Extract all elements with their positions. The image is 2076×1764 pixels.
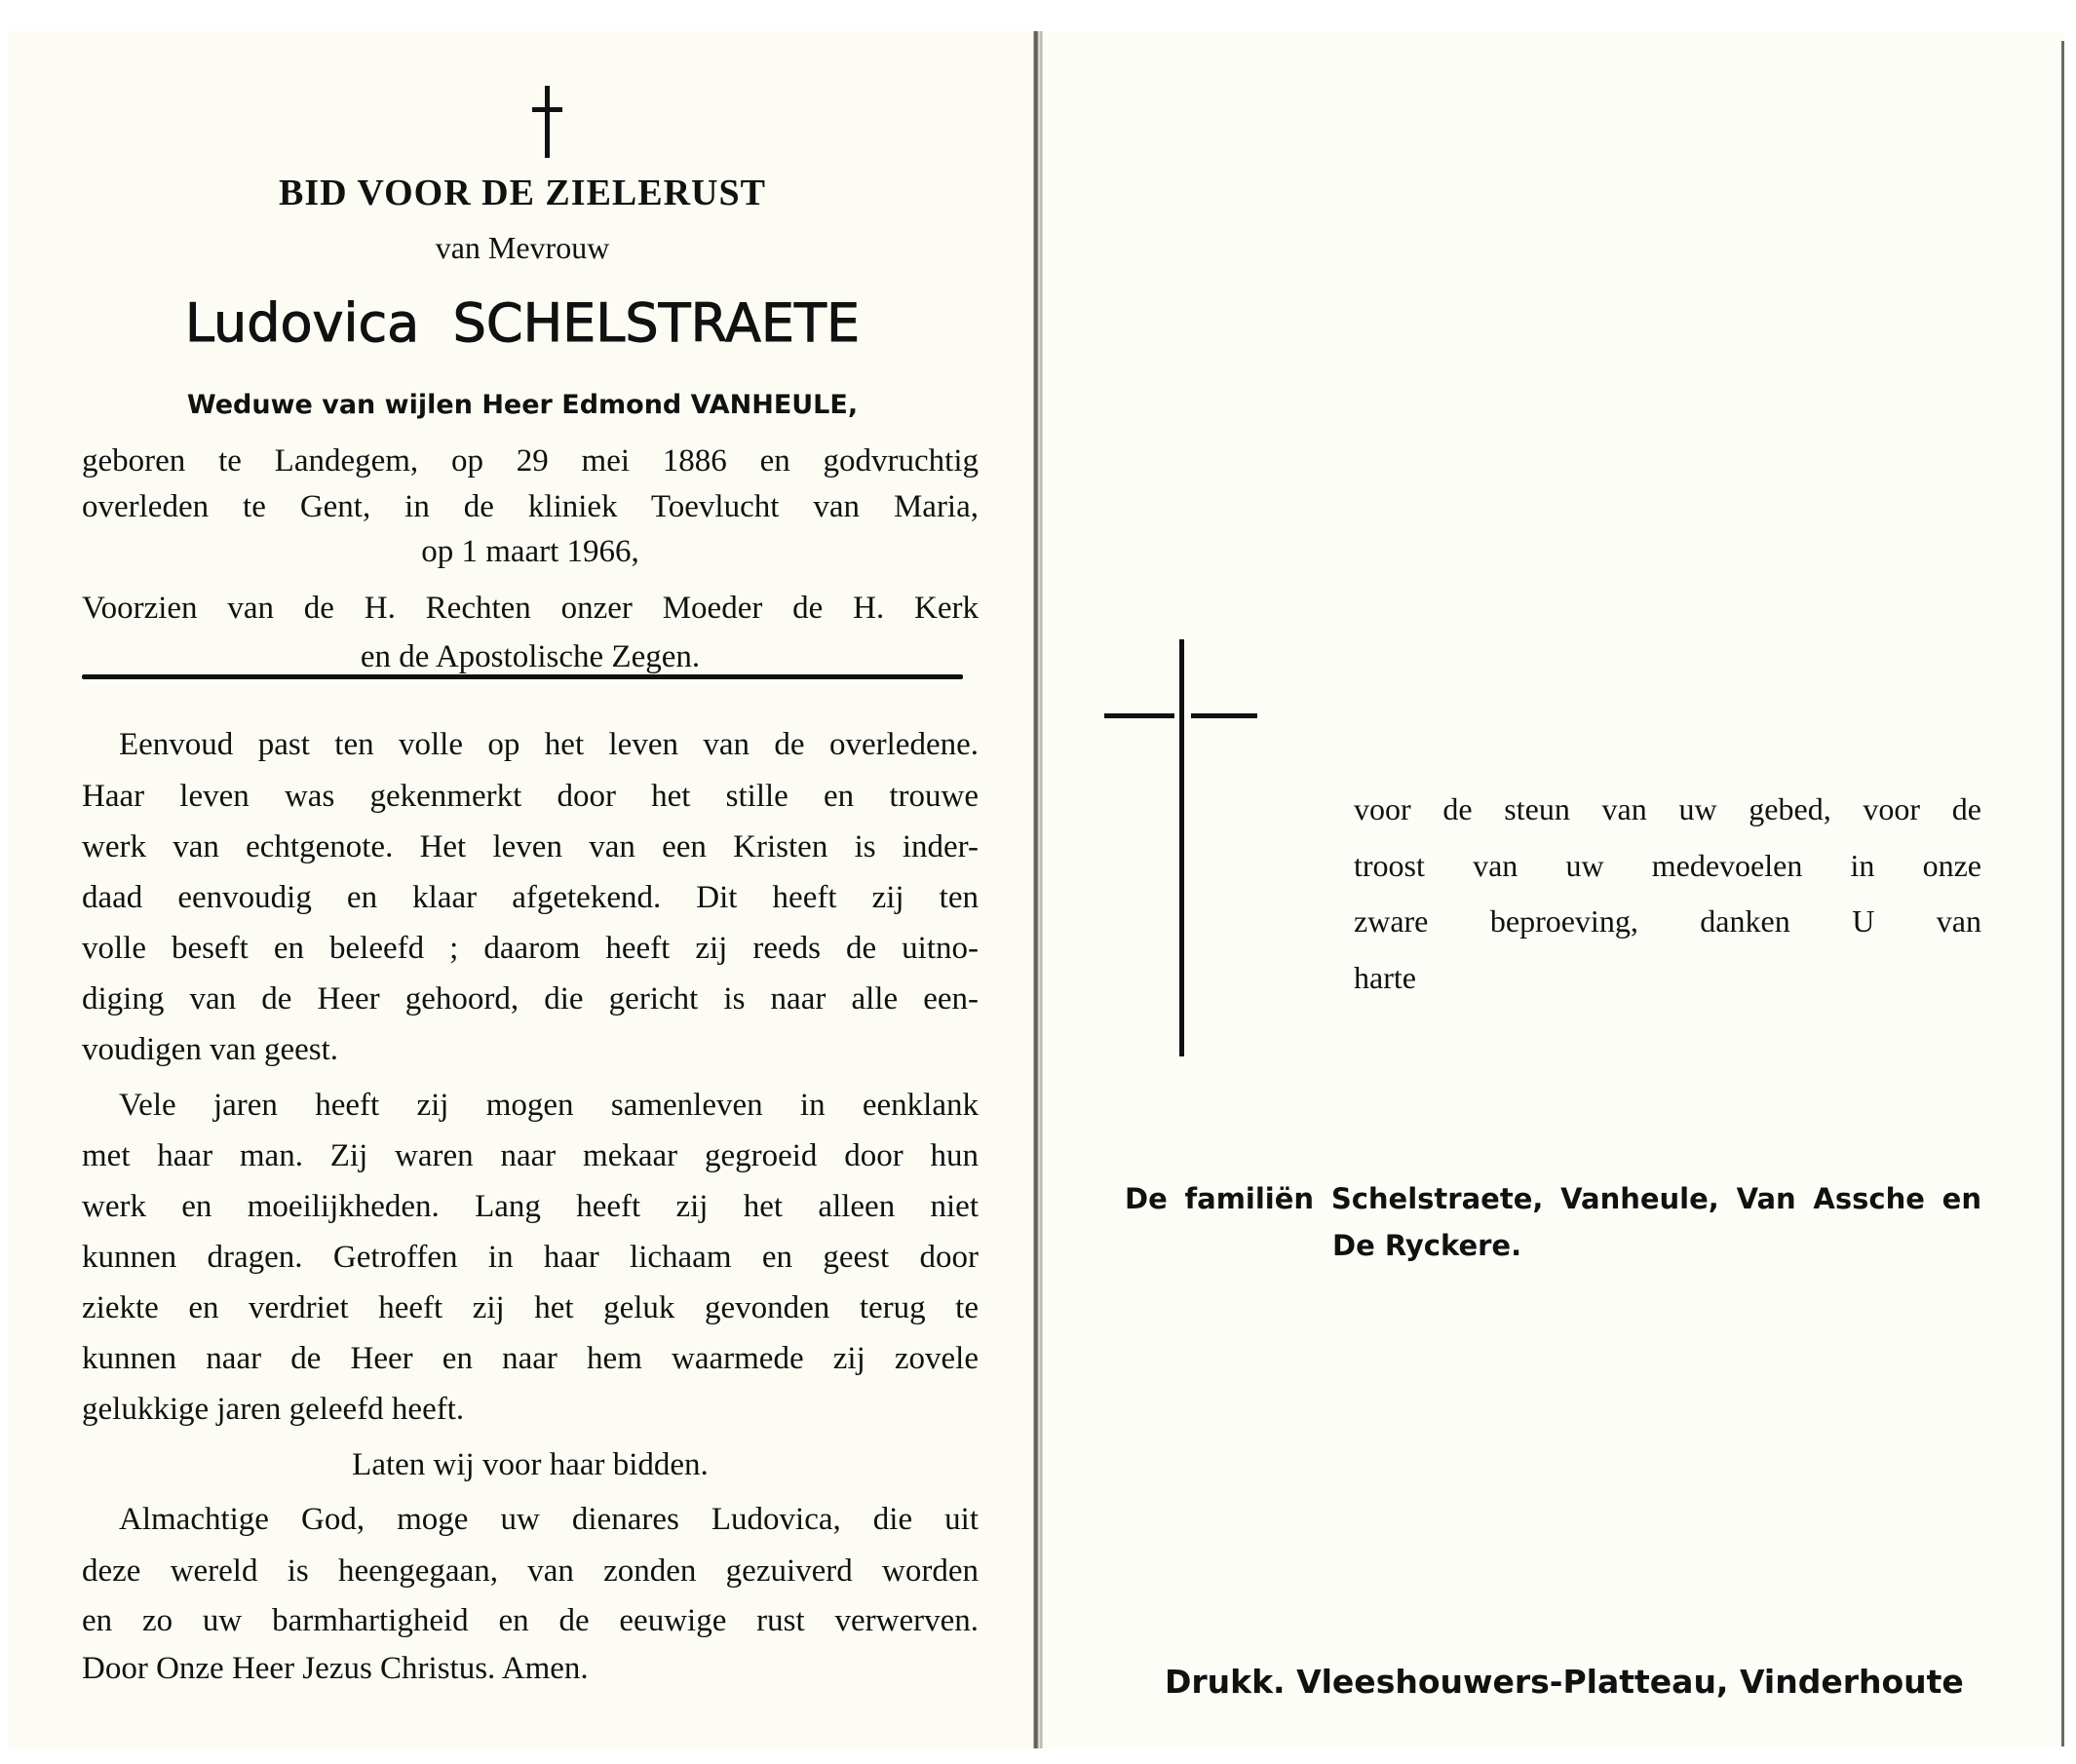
paragraph2-line: gelukkige jaren geleefd heeft. xyxy=(82,1392,465,1427)
paragraph2-line: Vele jaren heeft zij mogen samenleven in eenklank xyxy=(119,1088,979,1123)
heading: BID VOOR DE ZIELERUST xyxy=(279,173,766,213)
paragraph1-line: werk van echtgenote. Het leven van een Kristen is inder- xyxy=(82,829,979,864)
card-edge xyxy=(2061,41,2064,1746)
paragraph1-line: daad eenvoudig en klaar afgetekend. Dit heeft zij ten xyxy=(82,880,979,915)
sacraments-line-1: Voorzien van de H. Rechten onzer Moeder de H. Kerk xyxy=(82,591,979,626)
thanks-line: zware beproeving, danken U van xyxy=(1354,903,1981,939)
paragraph2-line: kunnen dragen. Getroffen in haar lichaam en geest door xyxy=(82,1240,979,1275)
widow-line: Weduwe van wijlen Heer Edmond VANHEULE, xyxy=(186,390,859,420)
thanks-line: troost van uw medevoelen in onze xyxy=(1354,848,1981,883)
card-fold xyxy=(1033,31,1043,1748)
printer-credit: Drukk. Vleeshouwers-Platteau, Vinderhoute xyxy=(1165,1663,1964,1701)
paragraph2-line: kunnen naar de Heer en naar hem waarmede zij zovele xyxy=(82,1341,979,1376)
paragraph2-line: met haar man. Zij waren naar mekaar gegroeid door hun xyxy=(82,1138,979,1173)
prayer-line: deze wereld is heengegaan, van zonden gezuiverd worden xyxy=(82,1553,979,1589)
honorific: van Mevrouw xyxy=(435,230,610,265)
sacraments-line-2: en de Apostolische Zegen. xyxy=(360,639,701,674)
paragraph2-line: werk en moeilijkheden. Lang heeft zij het alleen niet xyxy=(82,1189,979,1224)
right-panel xyxy=(1041,31,2064,1748)
families-line: De familiën Schelstraete, Vanheule, Van Assche en xyxy=(1125,1182,1981,1215)
paragraph2-line: ziekte en verdriet heeft zij het geluk gevonden terug te xyxy=(82,1290,979,1325)
cross-icon xyxy=(523,86,570,158)
prayer-line: en zo uw barmhartigheid en de eeuwige rust verwerven. xyxy=(82,1603,979,1638)
birth-line: geboren te Landegem, op 29 mei 1886 en godvruchtig xyxy=(82,443,979,479)
paragraph1-line: volle beseft en beleefd ; daarom heeft zij reeds de uitno- xyxy=(82,931,979,966)
families-line: De Ryckere. xyxy=(1332,1229,1522,1262)
prayer-intro: Laten wij voor haar bidden. xyxy=(352,1447,709,1482)
death-date: op 1 maart 1966, xyxy=(421,534,639,569)
prayer-line: Door Onze Heer Jezus Christus. Amen. xyxy=(82,1651,589,1686)
deceased-name: Ludovica SCHELSTRAETE xyxy=(184,292,861,354)
paragraph1-line: Eenvoud past ten volle op het leven van de overledene. xyxy=(119,727,979,762)
thanks-line: harte xyxy=(1354,960,1416,995)
paragraph1-line: voudigen van geest. xyxy=(82,1032,339,1067)
paragraph1-line: Haar leven was gekenmerkt door het stille en trouwe xyxy=(82,779,979,814)
divider xyxy=(82,674,963,679)
thanks-line: voor de steun van uw gebed, voor de xyxy=(1354,791,1981,826)
death-line: overleden te Gent, in de kliniek Toevlucht van Maria, xyxy=(82,489,979,524)
prayer-line: Almachtige God, moge uw dienares Ludovica, die uit xyxy=(119,1502,979,1537)
paragraph1-line: diging van de Heer gehoord, die gericht is naar alle een- xyxy=(82,981,979,1016)
